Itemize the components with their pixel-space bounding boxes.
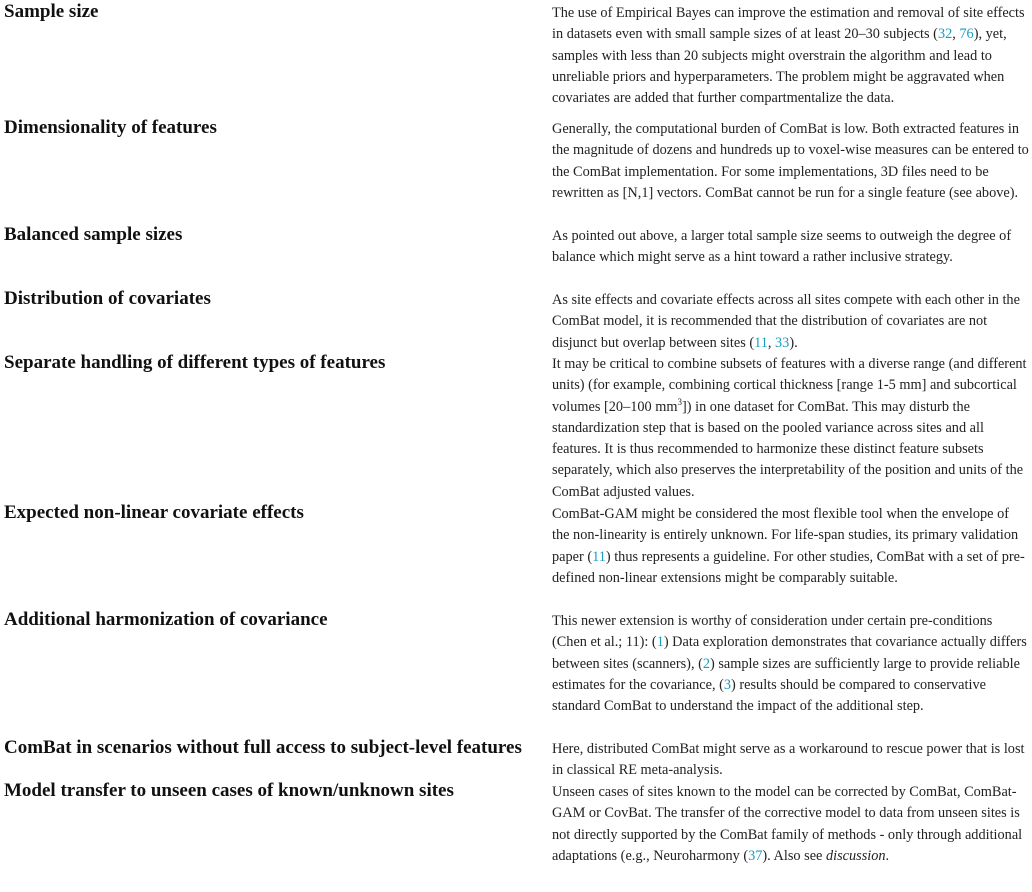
description-text: ). (789, 334, 798, 351)
table-row (4, 351, 1032, 501)
italic-text: discussion (825, 847, 886, 864)
row-description (552, 608, 1030, 736)
row-description (552, 501, 1030, 608)
description-text: , (952, 26, 960, 43)
reference-link[interactable]: 33 (775, 334, 790, 351)
row-term: Model transfer to unseen cases of known/unknown sites (4, 780, 454, 801)
recommendations-table (4, 0, 1032, 889)
table-row (4, 223, 1032, 287)
row-term: Dimensionality of features (4, 117, 217, 138)
description-text: Generally, the computational burden of ComBat is low. Both extracted features in the magnitude of dozens and hundreds up to voxel-wise measures can be entered to the ComBat implementation. For some implementations, 3D files need to be rewritten as [N,1] vectors. ComBat cannot be run for a single feature (see above). (552, 121, 1029, 201)
table-row (4, 287, 1032, 351)
description-text: As pointed out above, a larger total sample size seems to outweigh the degree of balance which might serve as a hint toward a rather inclusive strategy. (552, 228, 1012, 266)
row-term: Separate handling of different types of features (4, 352, 386, 373)
table-row (4, 608, 1032, 736)
row-term: Additional harmonization of covariance (4, 609, 328, 630)
description-text: It may be critical to combine subsets of features with a diverse range (and different units) (for example, combining cortical thickness [range 1-5 mm] and subcortical volumes [20–100 mm (552, 356, 1027, 415)
superscript: 3 (677, 396, 682, 407)
description-text: Here, distributed ComBat might serve as a workaround to rescue power that is lost in classical RE meta-analysis. (552, 741, 1025, 779)
row-description (552, 736, 1030, 779)
row-description (552, 779, 1030, 889)
reference-link[interactable]: 3 (723, 676, 732, 693)
table-row (4, 779, 1032, 889)
reference-link[interactable]: 37 (748, 847, 763, 864)
row-description (552, 287, 1030, 351)
description-text: ) thus represents a guideline. For other studies, ComBat with a set of pre-defined non-linear extensions might be comparably suitable. (552, 548, 1025, 586)
table-row (4, 501, 1032, 608)
description-text: ), yet, samples with less than 20 subjects might overstrain the algorithm and lead to unreliable priors and hyperparameters. The problem might be aggravated when covariates are added that further compartmentalize the data. (552, 26, 1007, 107)
description-text: Unseen cases of sites known to the model can be corrected by ComBat, ComBat-GAM or CovBat. The transfer of the corrective model to data from unseen sites is not directly supported by the ComBat family of methods - only through additional adaptations (e.g., Neuroharmony ( (552, 784, 1023, 864)
row-description (552, 223, 1030, 287)
description-text: ) sample sizes are sufficiently large to provide reliable estimates for the covariance, ( (552, 655, 1020, 693)
table-row (4, 116, 1032, 223)
row-term: Balanced sample sizes (4, 224, 183, 245)
description-text: ]) in one dataset for ComBat. This may disturb the standardization step that is based on the pooled variance across sites and all features. It is thus recommended to harmonize these distinct feature subsets separately, which also preserves the interpretability of the position and units of the ComBat adjusted values. (552, 398, 1024, 500)
description-text: , (767, 334, 776, 351)
row-term: Expected non-linear covariate effects (4, 502, 304, 523)
reference-link[interactable]: 32 (937, 26, 953, 43)
reference-link[interactable]: 2 (702, 655, 711, 672)
row-term: Distribution of covariates (4, 288, 211, 309)
row-term: Sample size (4, 1, 99, 22)
description-text: As site effects and covariate effects across all sites compete with each other in the ComBat model, it is recommended that the distribution of covariates are not disjunct but overlap between sites ( (552, 292, 1020, 351)
reference-link[interactable]: 11 (754, 334, 768, 351)
row-term: ComBat in scenarios without full access to subject-level features (4, 737, 522, 758)
reference-link[interactable]: 11 (592, 548, 606, 565)
table-row (4, 0, 1032, 116)
description-text: ComBat-GAM might be considered the most flexible tool when the envelope of the non-linearity is entirely unknown. For life-span studies, its primary validation paper ( (552, 506, 1019, 565)
description-text: ). Also see (762, 847, 826, 864)
description-text: This newer extension is worthy of consideration under certain pre-conditions (Chen et al.; 11): ( (552, 613, 993, 651)
row-description (552, 351, 1030, 501)
reference-link[interactable]: 1 (656, 634, 664, 651)
description-text: The use of Empirical Bayes can improve the estimation and removal of site effects in datasets even with small sample sizes of at least 20–30 subjects ( (552, 5, 1025, 43)
description-text: . (885, 847, 890, 864)
description-text: ) results should be compared to conservative standard ComBat to understand the impact of the additional step. (552, 676, 986, 715)
reference-link[interactable]: 76 (959, 26, 974, 43)
description-text: ) Data exploration demonstrates that covariance actually differs between sites (scanners), ( (552, 634, 1027, 672)
row-description (552, 116, 1030, 223)
row-description (552, 0, 1030, 116)
table-row (4, 736, 1032, 779)
